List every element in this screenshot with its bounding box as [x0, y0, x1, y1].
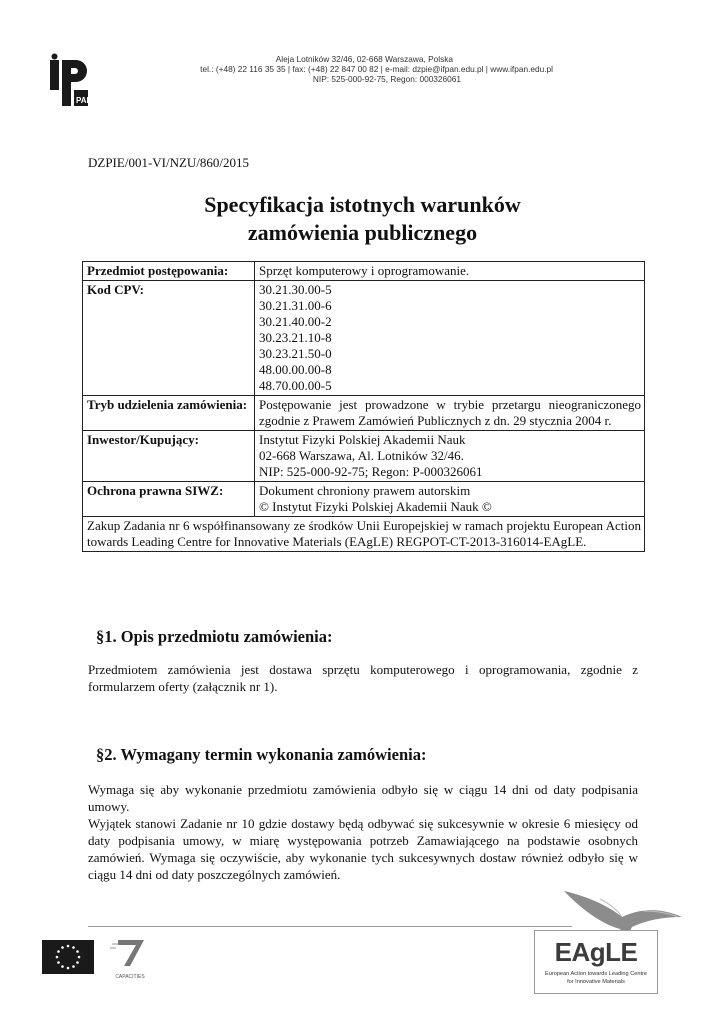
fp7-seven-icon	[104, 938, 156, 968]
svg-text:PAN: PAN	[76, 96, 93, 105]
cpv-code: 48.00.00.00-8	[259, 362, 332, 377]
section-heading-1: §1. Opis przedmiotu zamówienia:	[96, 627, 333, 646]
section-2-paragraph-1: Wymaga się aby wykonanie przedmiotu zamówienia odbyło się w ciągu 14 dni od daty podpisania umowy.	[88, 782, 638, 814]
table-row-cpv	[83, 281, 645, 396]
footer-divider	[88, 926, 572, 927]
document-title-line1: Specyfikacja istotnych warunków	[204, 192, 521, 217]
mode-label: Tryb udzielenia zamówienia:	[83, 396, 255, 431]
funding-note: Zakup Zadania nr 6 współfinansowany ze środków Unii Europejskiej w ramach projektu European Action towards Leading Centre for Innovative Materials (EAgLE) REGPOT-CT-2013-316014-EAgLE.	[83, 517, 645, 552]
eagle-subtitle-line1: European Action towards Leading Centre	[545, 971, 647, 977]
mode-value: Postępowanie jest prowadzone w trybie przetargu nieograniczonego zgodnie z Prawem Zamówień Publicznych z dn. 29 stycznia 2004 r.	[255, 396, 645, 431]
cpv-code: 30.23.21.50-0	[259, 346, 332, 361]
header-registry: NIP: 525-000-92-75, Regon: 000326061	[312, 74, 461, 84]
eagle-subtitle-line2: for Innovative Materials	[567, 979, 625, 985]
procurement-info-table	[82, 261, 645, 552]
fp7-caption: CAPACITIES	[115, 974, 145, 980]
table-row-protection	[83, 482, 645, 517]
cpv-codes	[255, 281, 645, 396]
eagle-logo	[534, 930, 658, 994]
cpv-code: 30.21.30.00-5	[259, 282, 332, 297]
protection-line: Dokument chroniony prawem autorskim	[259, 483, 471, 498]
investor-value	[255, 431, 645, 482]
eu-flag-icon	[42, 940, 94, 974]
protection-line: © Instytut Fizyki Polskiej Akademii Nauk ©	[259, 499, 492, 514]
document-reference: DZPIE/001-VI/NZU/860/2015	[88, 155, 250, 170]
investor-label: Inwestor/Kupujący:	[83, 431, 255, 482]
cpv-code: 30.21.31.00-6	[259, 298, 332, 313]
fp7-capacities-icon	[104, 938, 156, 980]
ifpan-logo-icon	[50, 54, 93, 110]
table-row-mode	[83, 396, 645, 431]
header-address: Aleja Lotników 32/46, 02-668 Warszawa, Polska	[275, 54, 453, 64]
section-2-paragraph-2: Wyjątek stanowi Zadanie nr 10 gdzie dostawy będą odbywać się sukcesywnie w okresie 6 miesięcy od daty podpisania umowy, w miarę występowania potrzeb Zamawiającego na podstawie osobnych zamówień. Wymaga się oczywiście, aby wykonanie tych sukcesywnych dostaw również odbyło się w ciągu 14 dni od daty poszczególnych zamówień.	[88, 816, 638, 882]
investor-registry: NIP: 525-000-92-75; Regon: P-000326061	[259, 464, 483, 479]
protection-value	[255, 482, 645, 517]
subject-value: Sprzęt komputerowy i oprogramowanie.	[255, 262, 645, 281]
cpv-label: Kod CPV:	[83, 281, 255, 396]
section-heading-2: §2. Wymagany termin wykonania zamówienia:	[96, 745, 427, 764]
protection-label: Ochrona prawna SIWZ:	[83, 482, 255, 517]
table-row-funding	[83, 517, 645, 552]
table-row-investor	[83, 431, 645, 482]
investor-address: 02-668 Warszawa, Al. Lotników 32/46.	[259, 448, 464, 463]
subject-label: Przedmiot postępowania:	[83, 262, 255, 281]
cpv-code: 48.70.00.00-5	[259, 378, 332, 393]
section-1-paragraph: Przedmiotem zamówienia jest dostawa sprzętu komputerowego i oprogramowania, zgodnie z formularzem oferty (załącznik nr 1).	[88, 662, 638, 694]
cpv-code: 30.21.40.00-2	[259, 314, 332, 329]
document-title-line2: zamówienia publicznego	[247, 220, 478, 245]
investor-name: Instytut Fizyki Polskiej Akademii Nauk	[259, 432, 466, 447]
header-contact: tel.: (+48) 22 116 35 35 | fax: (+48) 22 847 00 82 | e-mail: dzpie@ifpan.edu.pl | www.ifpan.edu.pl	[200, 64, 553, 74]
eagle-name: EAgLE	[554, 937, 638, 967]
table-row-subject	[83, 262, 645, 281]
cpv-code: 30.23.21.10-8	[259, 330, 332, 345]
